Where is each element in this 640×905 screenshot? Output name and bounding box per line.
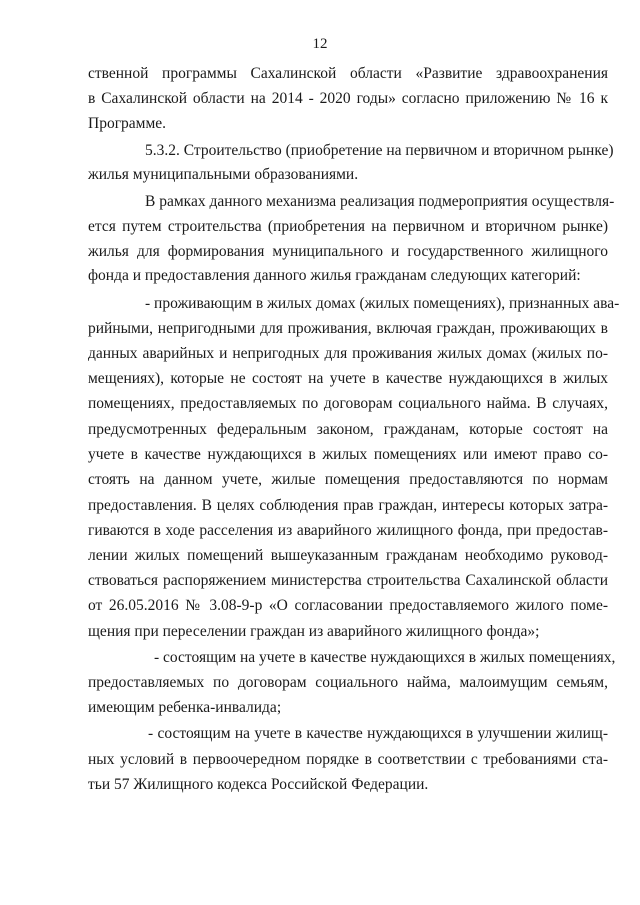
text-line: рийными, непригодными для проживания, включая граждан, проживающих в: [88, 320, 608, 337]
text-line: щения при переселении граждан из аварийного жилищного фонда»;: [88, 623, 540, 640]
text-line: ется путем строительства (приобретения на первичном и вторичном рынке): [88, 218, 608, 235]
list-item: - проживающим в жилых домах (жилых помещениях), признанных ава-: [145, 295, 620, 312]
text-line: Программе.: [88, 115, 167, 132]
text-line: ных условий в первоочередном порядке в соответствии с требованиями ста-: [88, 751, 608, 768]
text-line: от 26.05.2016 № 3.08-9-р «О согласовании предоставляемого жилого поме-: [88, 597, 608, 614]
text-line: в Сахалинской области на 2014 - 2020 годы» согласно приложению № 16 к: [88, 90, 608, 107]
text-line: мещениях), которые не состоят на учете в качестве нуждающихся в жилых: [88, 370, 608, 387]
text-line: учете в качестве нуждающихся в жилых помещениях или имеют право со-: [88, 446, 608, 463]
text-line: гиваются в ходе расселения из аварийного жилищного фонда, при предостав-: [88, 522, 608, 539]
text-line: ственной программы Сахалинской области «Развитие здравоохранения: [88, 65, 608, 82]
list-item: - состоящим на учете в качестве нуждающихся в улучшении жилищ-: [148, 725, 608, 742]
list-item: - состоящим на учете в качестве нуждающихся в жилых помещениях,: [154, 649, 616, 666]
text-line: лении жилых помещений вышеуказанным гражданам необходимо руковод-: [88, 547, 608, 564]
text-line: фонда и предоставления данного жилья гражданам следующих категорий:: [88, 267, 581, 284]
text-line: В рамках данного механизма реализация подмероприятия осуществля-: [145, 193, 615, 210]
text-line: жилья муниципальными образованиями.: [88, 166, 359, 183]
text-line: помещениях, предоставляемых по договорам социального найма. В случаях,: [88, 395, 608, 412]
text-line: стоять на данном учете, жилые помещения предоставляются по нормам: [88, 471, 608, 488]
text-line: данных аварийных и непригодных для проживания жилых домах (жилых по-: [88, 345, 608, 362]
text-line: предоставляемых по договорам социального найма, малоимущим семьям,: [88, 674, 608, 691]
text-line: ствоваться распоряжением министерства строительства Сахалинской области: [88, 572, 608, 589]
section-heading: 5.3.2. Строительство (приобретение на первичном и вторичном рынке): [145, 142, 614, 159]
text-line: жилья для формирования муниципального и государственного жилищного: [88, 243, 608, 260]
text-line: предусмотренных федеральным законом, гражданам, которые состоят на: [88, 421, 608, 438]
page-number: 12: [312, 36, 328, 52]
text-line: предоставления. В целях соблюдения прав граждан, интересы которых затра-: [88, 497, 608, 514]
text-line: имеющим ребенка-инвалида;: [88, 699, 282, 716]
text-line: тьи 57 Жилищного кодекса Российской Федерации.: [88, 776, 429, 793]
